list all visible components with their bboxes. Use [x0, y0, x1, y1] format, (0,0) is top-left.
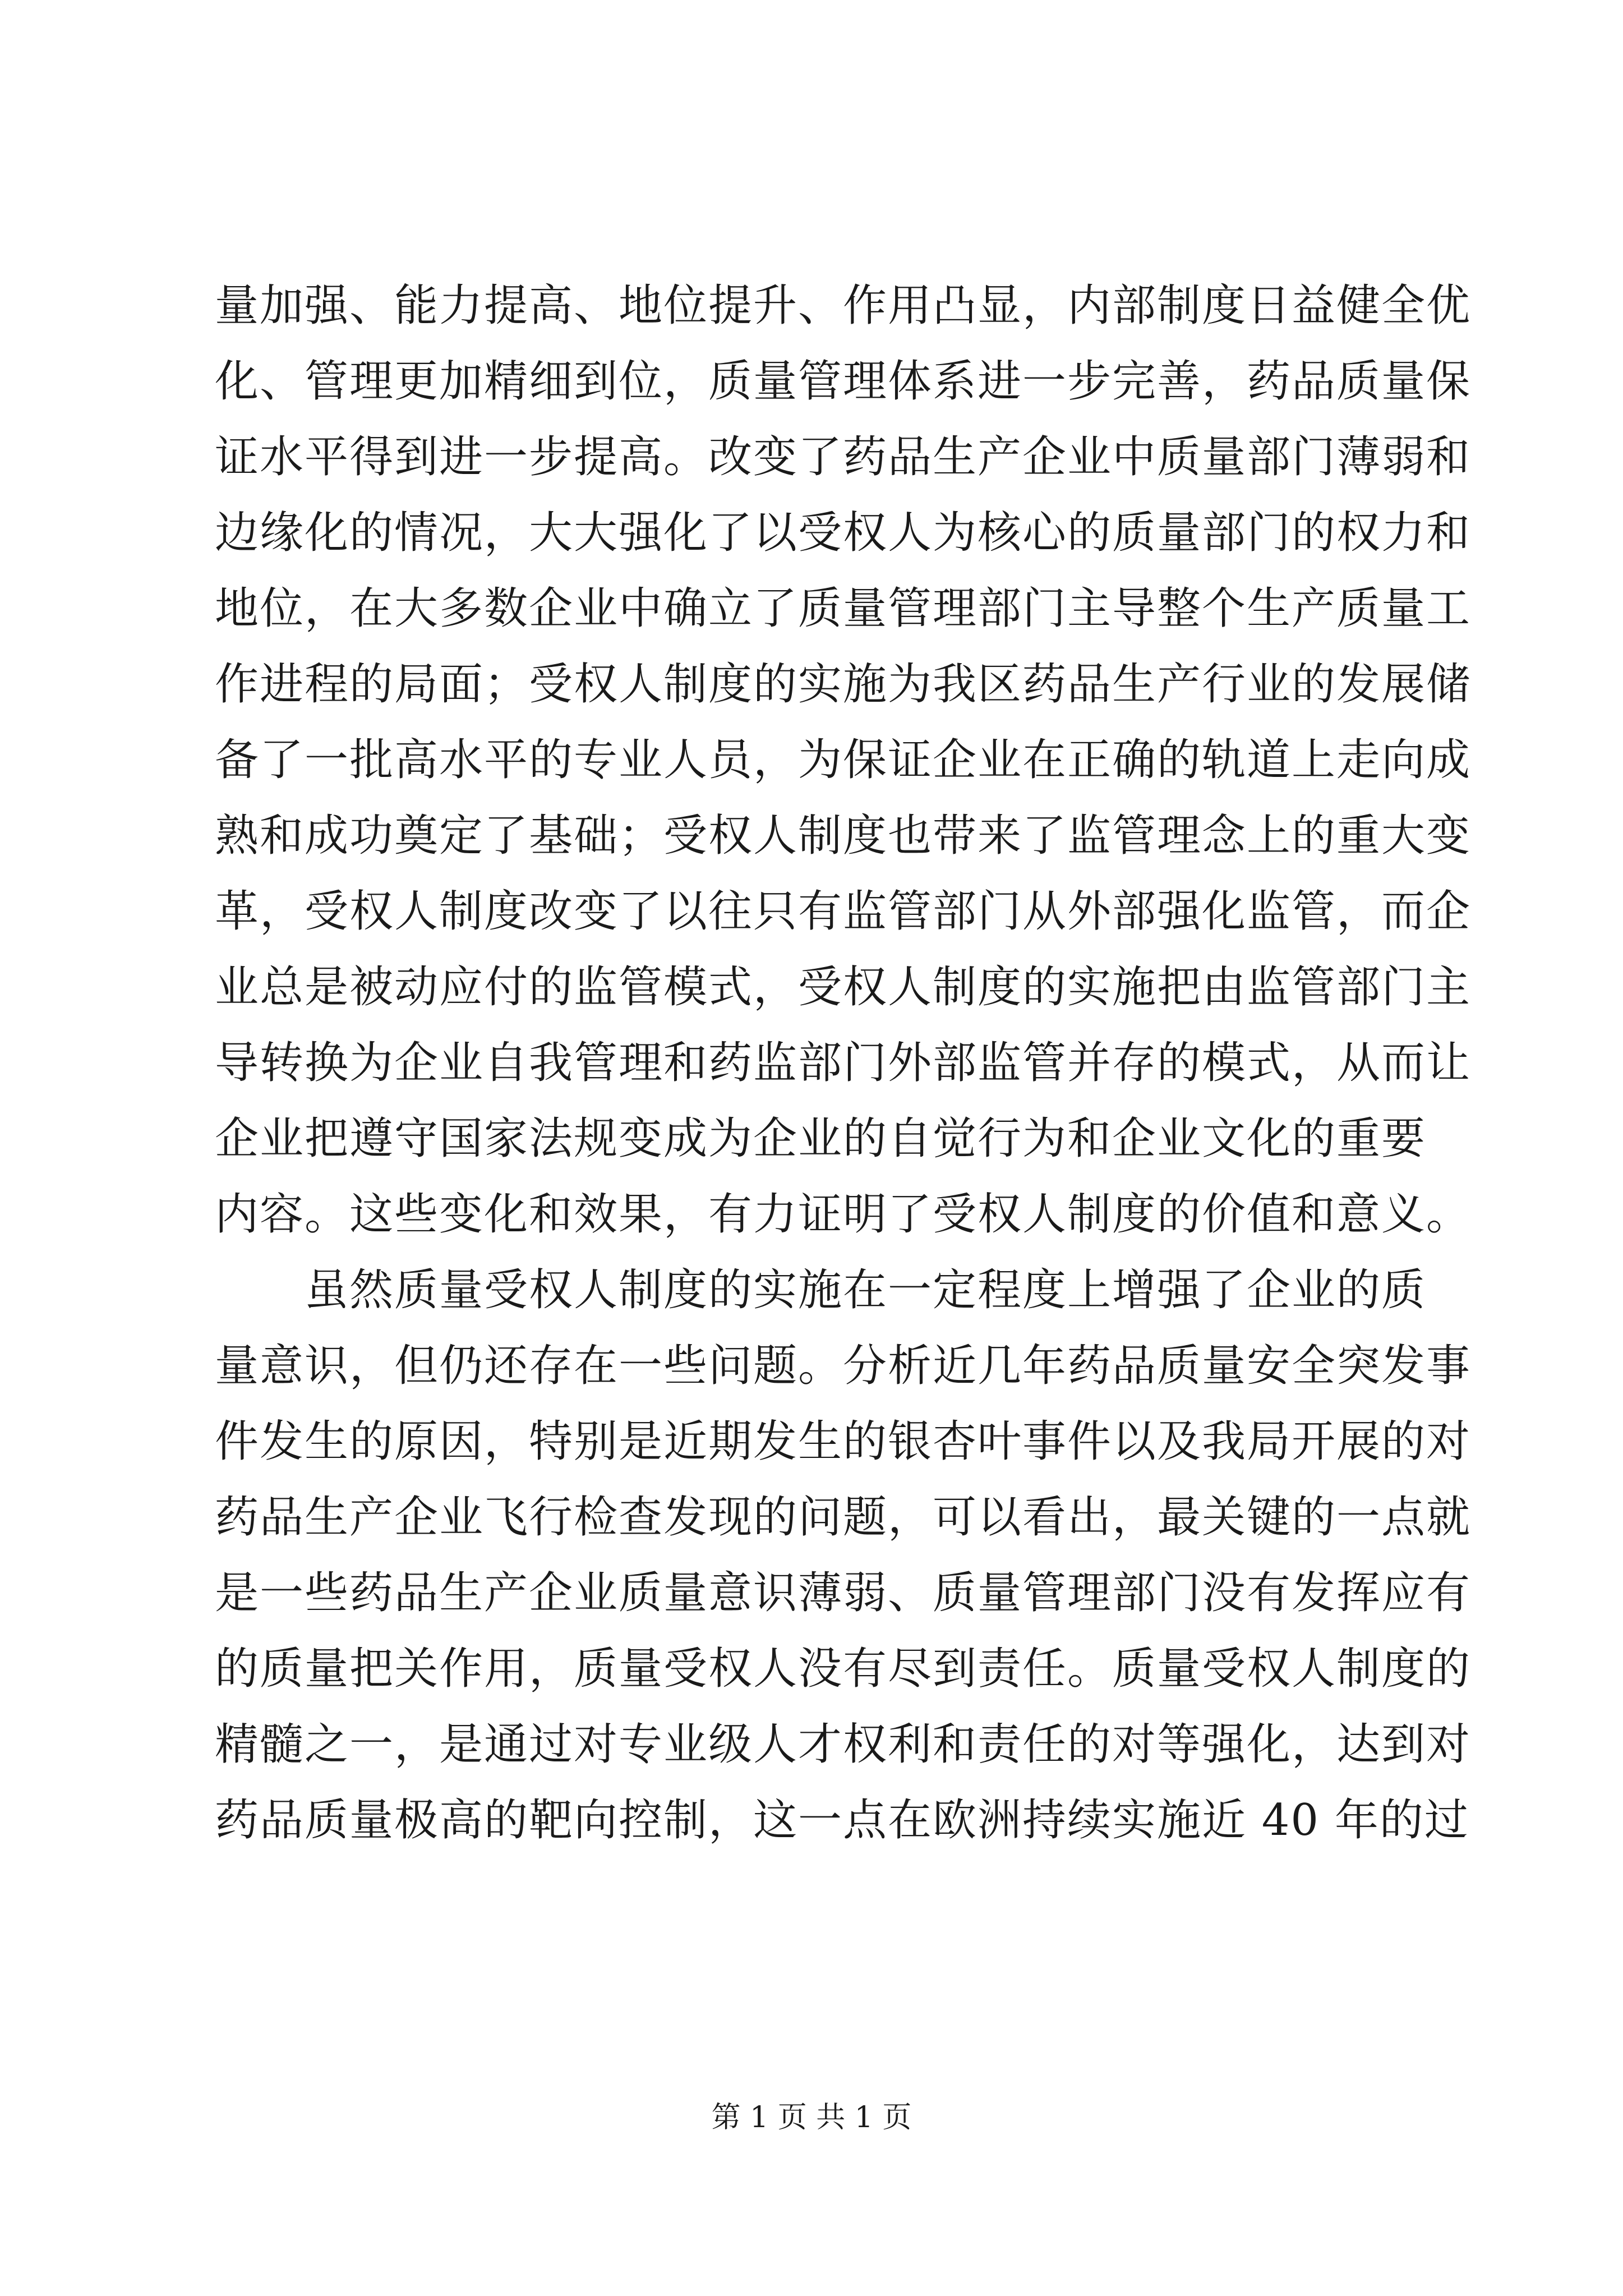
text-line-3: 证水平得到进一步提高。改变了药品生产企业中质量部门薄弱和 [215, 432, 1472, 482]
text-line-8: 熟和成功奠定了基础；受权人制度也带来了监管理念上的重大变 [215, 811, 1472, 861]
text-line-7: 备了一批高水平的专业人员，为保证企业在正确的轨道上走向成 [215, 735, 1472, 785]
text-line-19: 的质量把关作用，质量受权人没有尽到责任。质量受权人制度的 [215, 1644, 1472, 1694]
text-line-12: 企业把遵守国家法规变成为企业的自觉行为和企业文化的重要 [215, 1114, 1427, 1164]
text-line-4: 边缘化的情况，大大强化了以受权人为核心的质量部门的权力和 [215, 508, 1472, 558]
text-line-2: 化、管理更加精细到位，质量管理体系进一步完善，药品质量保 [215, 356, 1472, 407]
text-line-18: 是一些药品生产企业质量意识薄弱、质量管理部门没有发挥应有 [215, 1568, 1472, 1618]
text-line-6: 作进程的局面；受权人制度的实施为我区药品生产行业的发展储 [215, 659, 1472, 710]
text-line-9: 革，受权人制度改变了以往只有监管部门从外部强化监管，而企 [215, 886, 1472, 937]
page-footer: 第 1 页 共 1 页 [711, 2101, 912, 2134]
body-text [215, 268, 1472, 1858]
text-line-17: 药品生产企业飞行检查发现的问题，可以看出，最关键的一点就 [215, 1492, 1472, 1543]
text-line-16: 件发生的原因，特别是近期发生的银杏叶事件以及我局开展的对 [215, 1416, 1472, 1467]
text-line-11: 导转换为企业自我管理和药监部门外部监管并存的模式，从而让 [215, 1038, 1472, 1088]
text-line-21: 药品质量极高的靶向控制，这一点在欧洲持续实施近 40 年的过 [215, 1795, 1469, 1846]
text-line-15: 量意识，但仍还存在一些问题。分析近几年药品质量安全突发事 [215, 1341, 1472, 1391]
text-line-1: 量加强、能力提高、地位提升、作用凸显，内部制度日益健全优 [215, 280, 1472, 331]
text-line-5: 地位，在大多数企业中确立了质量管理部门主导整个生产质量工 [215, 583, 1472, 634]
text-line-13: 内容。这些变化和效果，有力证明了受权人制度的价值和意义。 [215, 1189, 1472, 1240]
text-line-14: 虽然质量受权人制度的实施在一定程度上增强了企业的质 [305, 1265, 1427, 1315]
text-line-20: 精髓之一，是通过对专业级人才权利和责任的对等强化，达到对 [215, 1719, 1472, 1770]
text-line-10: 业总是被动应付的监管模式，受权人制度的实施把由监管部门主 [215, 962, 1472, 1013]
